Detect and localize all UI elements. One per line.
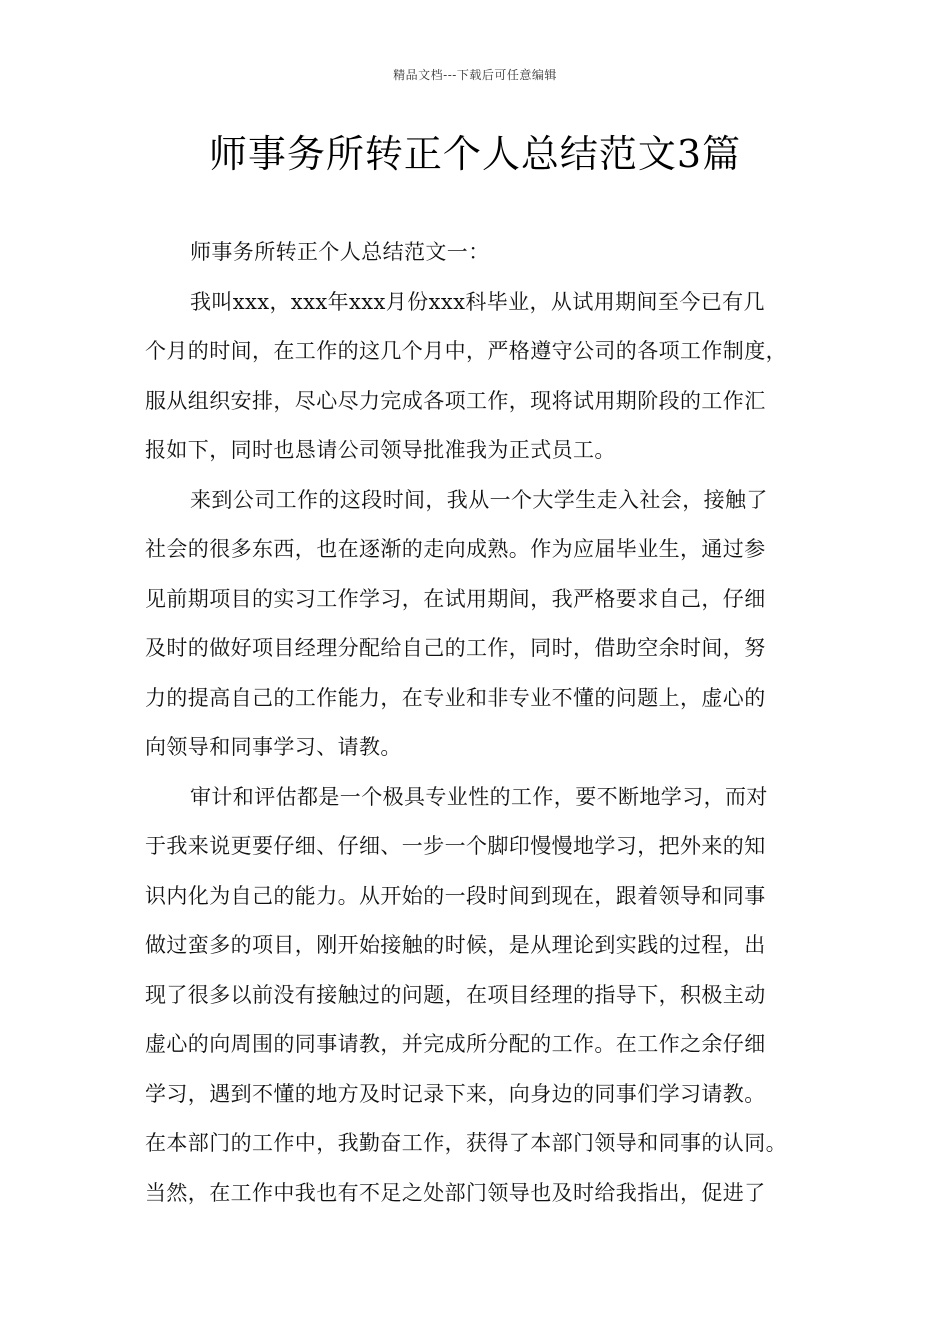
text-line: 识内化为自己的能力。从开始的一段时间到现在，跟着领导和同事 (145, 883, 766, 908)
header-note: 精品文档---下载后可任意编辑 (393, 68, 557, 82)
text-line: 力的提高自己的工作能力，在专业和非专业不懂的问题上，虚心的 (145, 685, 766, 710)
text-line: 在本部门的工作中，我勤奋工作，获得了本部门领导和同事的认同。 (145, 1131, 787, 1155)
text-line: 做过蛮多的项目，刚开始接触的时候，是从理论到实践的过程，出 (145, 933, 766, 957)
text-line: 审计和评估都是一个极具专业性的工作，要不断地学习，而对 (190, 784, 768, 809)
text-line: 学习，遇到不懂的地方及时记录下来，向身边的同事们学习请教。 (145, 1081, 766, 1106)
text-line: 服从组织安排，尽心尽力完成各项工作，现将试用期阶段的工作汇 (145, 388, 766, 413)
text-line: 及时的做好项目经理分配给自己的工作，同时，借助空余时间，努 (145, 636, 766, 660)
text-line: 向领导和同事学习、请教。 (145, 735, 402, 759)
text-line: 见前期项目的实习工作学习，在试用期间，我严格要求自己，仔细 (145, 586, 766, 611)
document-title: 师事务所转正个人总结范文3篇 (208, 132, 742, 176)
document-body (145, 228, 835, 1218)
text-line: 来到公司工作的这段时间，我从一个大学生走入社会，接触了 (190, 487, 768, 512)
text-line: 于我来说更要仔细、仔细、一步一个脚印慢慢地学习，把外来的知 (145, 834, 766, 858)
text-line: 社会的很多东西，也在逐渐的走向成熟。作为应届毕业生，通过参 (145, 537, 766, 561)
text-line: 报如下，同时也恳请公司领导批准我为正式员工。 (145, 438, 616, 462)
text-line: 个月的时间，在工作的这几个月中，严格遵守公司的各项工作制度， (145, 339, 787, 363)
text-line: 师事务所转正个人总结范文一： (190, 240, 490, 264)
text-line: 现了很多以前没有接触过的问题，在项目经理的指导下，积极主动 (145, 982, 766, 1007)
text-line: 当然，在工作中我也有不足之处部门领导也及时给我指出，促进了 (145, 1180, 766, 1205)
text-line: 我叫xxx，xxx年xxx月份xxx科毕业，从试用期间至今已有几 (190, 289, 765, 314)
text-line: 虚心的向周围的同事请教，并完成所分配的工作。在工作之余仔细 (145, 1032, 766, 1056)
